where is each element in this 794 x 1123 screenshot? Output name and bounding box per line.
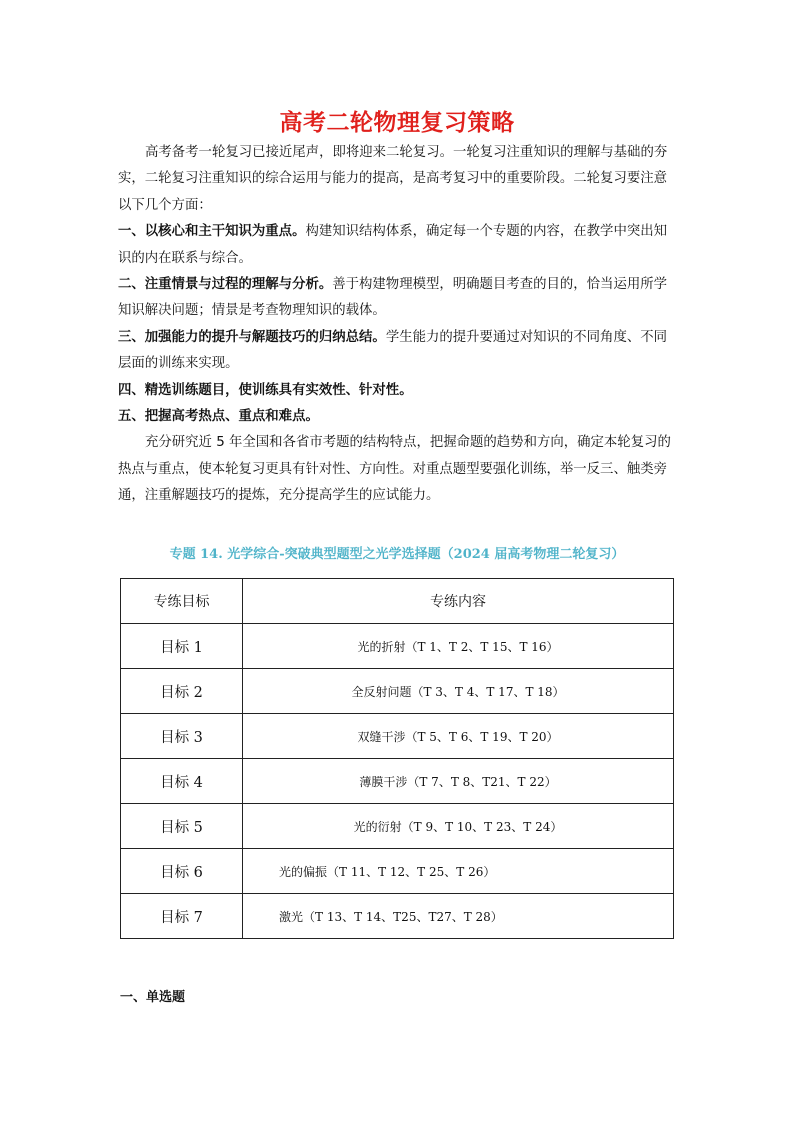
content-cell: 激光（T 13、T 14、T25、T27、T 28）: [243, 894, 674, 939]
strategy-point-2: [118, 272, 680, 325]
intro-paragraph: 高考备考一轮复习已接近尾声，即将迎来二轮复习。一轮复习注重知识的理解与基础的夯实，二轮复习注重知识的综合运用与能力的提高，是高考复习中的重要阶段。二轮复习要注意以下几个方面：: [118, 145, 668, 213]
content-cell: 薄膜干涉（T 7、T 8、T21、T 22）: [243, 759, 674, 804]
content-cell: 光的折射（T 1、T 2、T 15、T 16）: [243, 624, 674, 669]
content-cell: 光的衍射（T 9、T 10、T 23、T 24）: [243, 804, 674, 849]
training-goals-table: [120, 578, 674, 939]
goal-cell: 目标 1: [121, 624, 243, 669]
goal-cell: 目标 2: [121, 669, 243, 714]
table-row: [121, 849, 674, 894]
content-cell: 光的偏振（T 11、T 12、T 25、T 26）: [243, 849, 674, 894]
table-row: [121, 714, 674, 759]
point-heading: 一、以核心和主干知识为重点。: [118, 224, 306, 240]
table-row: [121, 804, 674, 849]
goal-cell: 目标 4: [121, 759, 243, 804]
table-caption: 专题 14. 光学综合-突破典型题型之光学选择题（2024 届高考物理二轮复习）: [169, 547, 625, 562]
table-row: [121, 624, 674, 669]
header-goal: 专练目标: [121, 579, 243, 624]
point-heading: 二、注重情景与过程的理解与分析。: [118, 277, 333, 293]
point-text: 善于构建物理模型，明确题目考查的目的，恰当运用所学知识解决问题；情景是考查物理知识的载体。: [118, 277, 668, 319]
table-row: [121, 894, 674, 939]
point-text: 学生能力的提升要通过对知识的不同角度、不同层面的训练来实现。: [118, 329, 668, 372]
point-heading: 三、加强能力的提升与解题技巧的归纳总结。: [118, 329, 386, 345]
goal-cell: 目标 3: [121, 714, 243, 759]
page-title: 高考二轮物理复习策略: [279, 110, 515, 136]
goal-cell: 目标 5: [121, 804, 243, 849]
table-row: [121, 759, 674, 804]
table-header-row: [121, 579, 674, 624]
goal-cell: 目标 7: [121, 894, 243, 939]
header-content: 专练内容: [243, 579, 674, 624]
content-cell: 全反射问题（T 3、T 4、T 17、T 18）: [243, 669, 674, 714]
point-text: 构建知识结构体系，确定每一个专题的内容，在教学中突出知识的内在联系与综合。: [118, 224, 668, 266]
strategy-body: [118, 140, 680, 510]
point-heading: 五、把握高考热点、重点和难点。: [118, 409, 319, 425]
content-cell: 双缝干涉（T 5、T 6、T 19、T 20）: [243, 714, 674, 759]
table-row: [121, 669, 674, 714]
point-heading: 四、精选训练题目，使训练具有实效性、针对性。: [118, 382, 413, 398]
strategy-point-4: [118, 378, 680, 404]
closing-paragraph: 充分研究近 5 年全国和各省市考题的结构特点，把握命题的趋势和方向，确定本轮复习的热点与重点，使本轮复习更具有针对性、方向性。对重点题型要强化训练，举一反三、触类旁通，注重解题技巧的提炼，充分提高学生的应试能力。: [118, 435, 671, 504]
goal-cell: 目标 6: [121, 849, 243, 894]
section-heading: 一、单选题: [120, 990, 186, 1005]
strategy-point-5: [118, 404, 680, 430]
strategy-point-1: [118, 219, 680, 272]
strategy-point-3: [118, 325, 680, 378]
